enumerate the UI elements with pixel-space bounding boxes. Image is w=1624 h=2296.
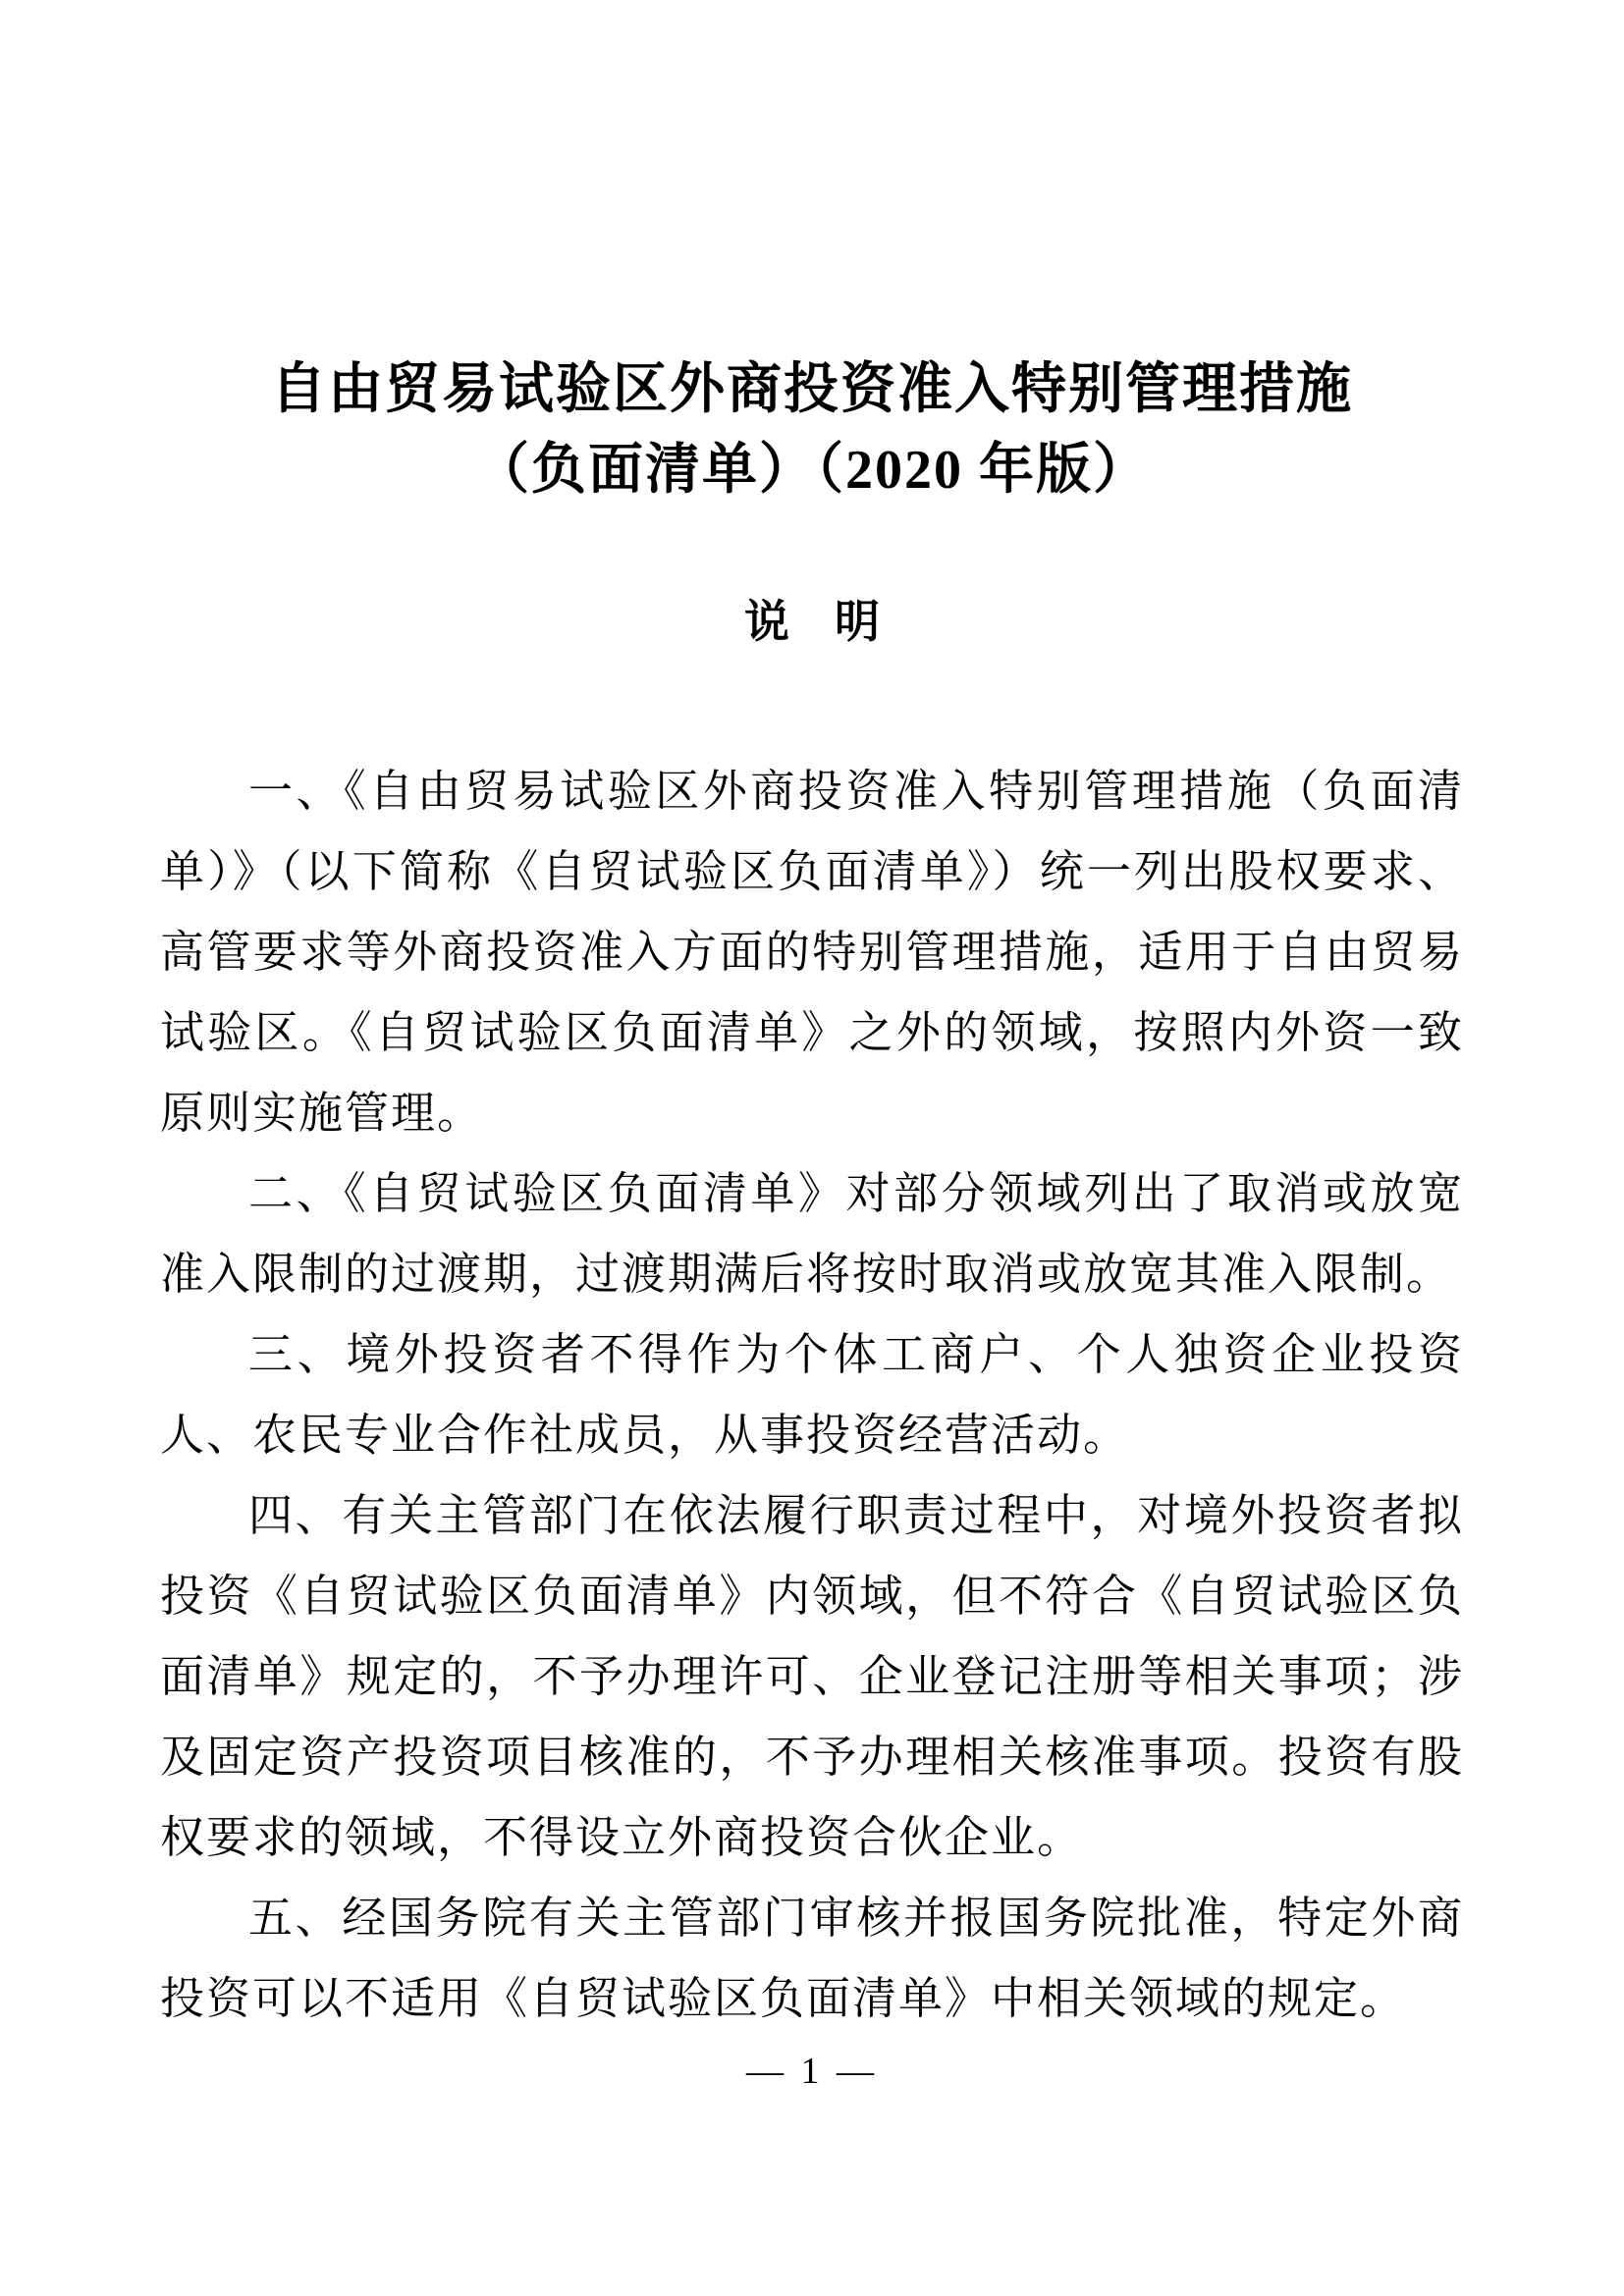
paragraph-3: 三、境外投资者不得作为个体工商户、个人独资企业投资人、农民专业合作社成员，从事投资经营活动。 — [160, 1330, 1464, 1460]
section-heading: 说 明 — [744, 597, 880, 647]
page-number: — 1 — — [746, 2051, 878, 2092]
document-title-line1: 自由贸易试验区外商投资准入特别管理措施 — [271, 359, 1353, 420]
paragraph-4: 四、有关主管部门在依法履行职责过程中，对境外投资者拟投资《自贸试验区负面清单》内领域，但不符合《自贸试验区负面清单》规定的，不予办理许可、企业登记注册等相关事项；涉及固定资产投资项目核准的，不予办理相关核准事项。投资有股权要求的领域，不得设立外商投资合伙企业。 — [160, 1491, 1464, 1862]
paragraph-5: 五、经国务院有关主管部门审核并报国务院批准，特定外商投资可以不适用《自贸试验区负面清单》中相关领域的规定。 — [160, 1894, 1464, 2023]
document-body — [160, 751, 1464, 2039]
paragraph-1: 一、《自由贸易试验区外商投资准入特别管理措施（负面清单）》（以下简称《自贸试验区负面清单》）统一列出股权要求、高管要求等外商投资准入方面的特别管理措施，适用于自由贸易试验区。《自贸试验区负面清单》之外的领域，按照内外资一致原则实施管理。 — [160, 767, 1464, 1138]
document-title-line2: （负面清单）（2020 年版） — [474, 440, 1150, 501]
document-title — [0, 349, 1624, 510]
paragraph-2: 二、《自贸试验区负面清单》对部分领域列出了取消或放宽准入限制的过渡期，过渡期满后将按时取消或放宽其准入限制。 — [160, 1169, 1464, 1299]
